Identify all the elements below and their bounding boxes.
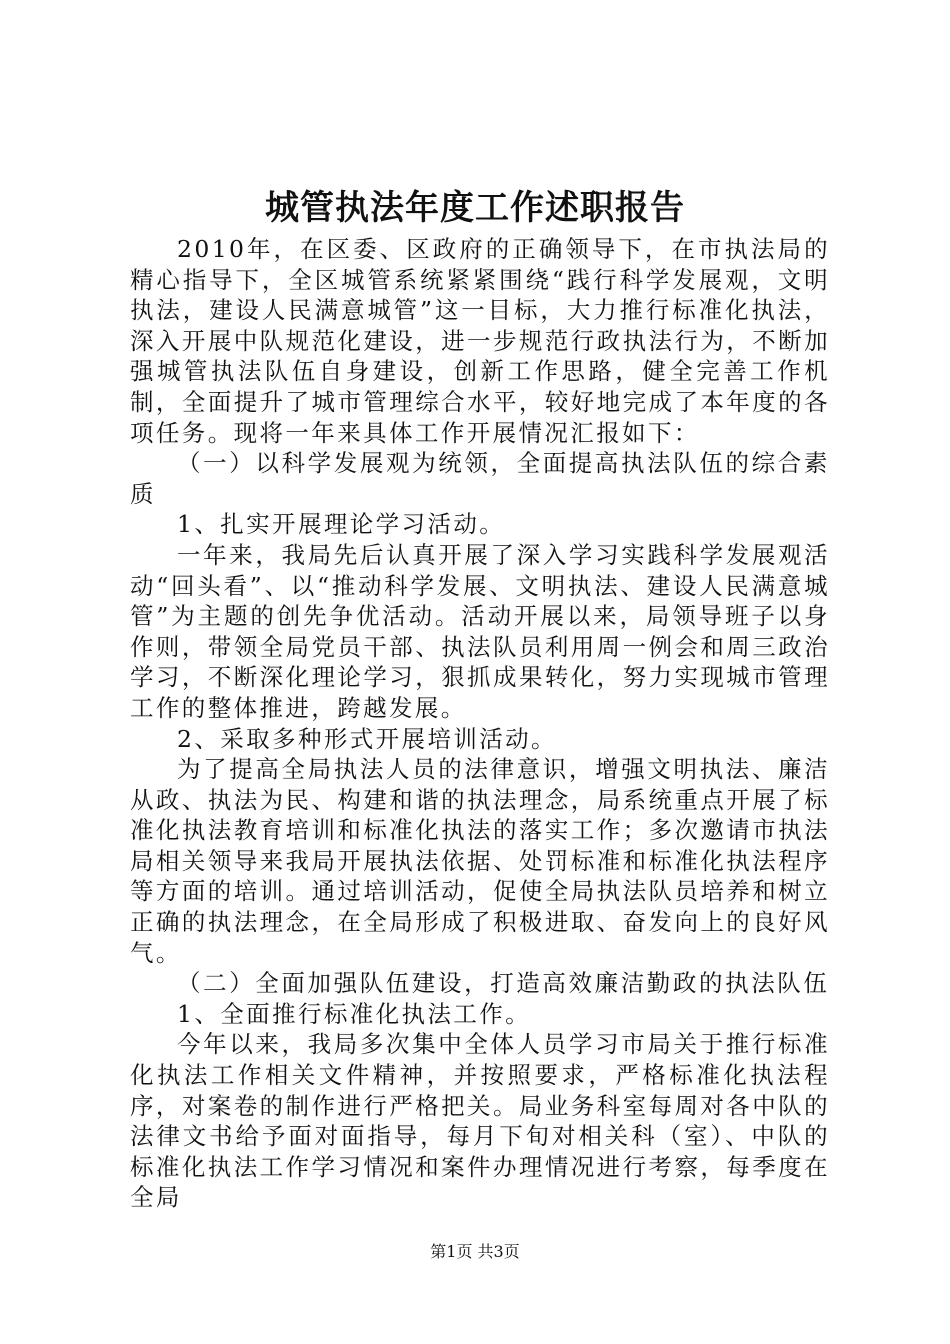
section-heading-1: （一）以科学发展观为统领，全面提高执法队伍的综合素质 [130,449,830,508]
paragraph-1-2: 为了提高全局执法人员的法律意识，增强文明执法、廉洁从政、执法为民、构建和谐的执法理念，局系统重点开展了标准化执法教育培训和标准化执法的落实工作；多次邀请市执法局相关领导来我局开展执法依据、处罚标准和标准化执法程序等方面的培训。通过培训活动，促使全局执法队员培养和树立正确的执法理念，在全局形成了积极进取、奋发向上的良好风气。 [130,755,830,967]
paragraph-2-1: 今年以来，我局多次集中全体人员学习市局关于推行标准化执法工作相关文件精神，并按照要求，严格标准化执法程序，对案卷的制作进行严格把关。局业务科室每周对各中队的法律文书给予面对面指导，每月下旬对相关科（室）、中队的标准化执法工作学习情况和案件办理情况进行考察，每季度在全局 [130,1030,830,1212]
section-heading-2: （二）全面加强队伍建设，打造高效廉洁勤政的执法队伍 [177,969,830,998]
paragraph-1-1: 一年来，我局先后认真开展了深入学习实践科学发展观活动“回头看”、以“推动科学发展、文明执法、建设人民满意城管”为主题的创先争优活动。活动开展以来，局领导班子以身作则，带领全局党员干部、执法队员利用周一例会和周三政治学习，不断深化理论学习，狠抓成果转化，努力实现城市管理工作的整体推进，跨越发展。 [130,540,830,722]
document-title: 城管执法年度工作述职报告 [265,188,685,228]
page-footer: 第1页 共3页 [430,1242,520,1261]
subheading-1-2: 2、采取多种形式开展培训活动。 [177,724,557,753]
paragraph-intro: 2010年，在区委、区政府的正确领导下，在市执法局的精心指导下，全区城管系统紧紧围绕“践行科学发展观，文明执法，建设人民满意城管”这一目标，大力推行标准化执法，深入开展中队规范化建设，进一步规范行政执法行为，不断加强城管执法队伍自身建设，创新工作思路，健全完善工作机制，全面提升了城市管理综合水平，较好地完成了本年度的各项任务。现将一年来具体工作开展情况汇报如下： [130,235,830,447]
subheading-2-1: 1、全面推行标准化执法工作。 [177,999,532,1028]
document-body [130,234,830,1213]
subheading-1-1: 1、扎实开展理论学习活动。 [177,510,506,539]
